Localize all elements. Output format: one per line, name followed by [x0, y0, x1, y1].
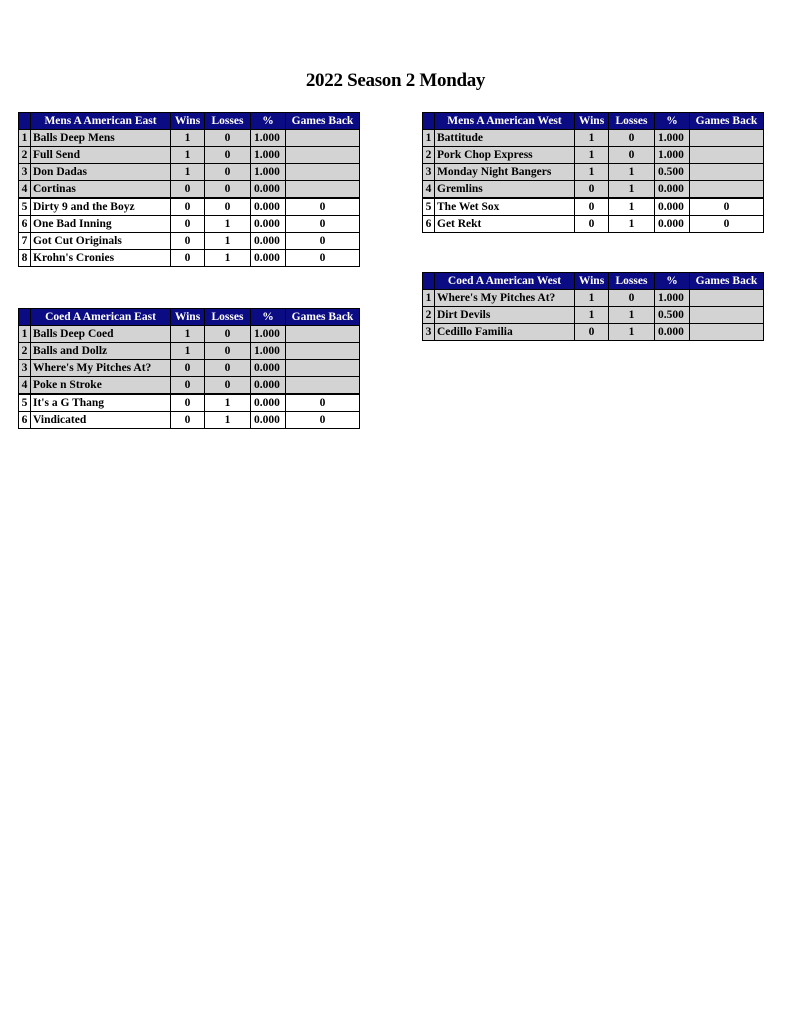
table-header-row [19, 309, 360, 326]
team-cell: Balls Deep Coed [31, 326, 171, 343]
losses-column-header: Losses [609, 113, 655, 130]
games-back-cell [690, 181, 764, 199]
games-back-cell: 0 [286, 250, 360, 267]
rank-cell: 3 [19, 164, 31, 181]
pct-cell: 0.000 [251, 233, 286, 250]
table-row [19, 164, 360, 181]
losses-cell: 0 [205, 326, 251, 343]
losses-cell: 0 [205, 377, 251, 395]
team-cell: Dirty 9 and the Boyz [31, 198, 171, 216]
games-back-cell [690, 324, 764, 341]
pct-column-header: % [655, 113, 690, 130]
losses-cell: 1 [609, 181, 655, 199]
rank-cell: 6 [19, 216, 31, 233]
wins-cell: 1 [575, 130, 609, 147]
team-cell: Gremlins [435, 181, 575, 199]
pct-cell: 0.000 [251, 250, 286, 267]
pct-column-header: % [251, 113, 286, 130]
team-cell: Don Dadas [31, 164, 171, 181]
division-title: Mens A American East [31, 113, 171, 130]
rank-cell: 4 [423, 181, 435, 199]
losses-cell: 0 [205, 181, 251, 199]
games-back-cell [690, 130, 764, 147]
team-cell: Where's My Pitches At? [435, 290, 575, 307]
table-row [19, 326, 360, 343]
rank-cell: 3 [423, 164, 435, 181]
team-cell: Full Send [31, 147, 171, 164]
team-cell: Poke n Stroke [31, 377, 171, 395]
table-row [19, 343, 360, 360]
wins-cell: 1 [575, 147, 609, 164]
losses-column-header: Losses [205, 309, 251, 326]
pct-cell: 0.000 [251, 360, 286, 377]
team-cell: Vindicated [31, 412, 171, 429]
rank-cell: 2 [423, 147, 435, 164]
losses-cell: 1 [205, 216, 251, 233]
page-title: 2022 Season 2 Monday [305, 70, 486, 91]
games-back-cell: 0 [690, 198, 764, 216]
losses-cell: 1 [205, 250, 251, 267]
wins-cell: 0 [171, 233, 205, 250]
games-back-cell: 0 [286, 198, 360, 216]
coed-east-standings-table [18, 308, 360, 429]
rank-cell: 4 [19, 377, 31, 395]
table-row [423, 216, 764, 233]
wins-cell: 0 [171, 216, 205, 233]
wins-cell: 0 [171, 394, 205, 412]
rank-column-header [423, 113, 435, 130]
rank-cell: 1 [423, 290, 435, 307]
pct-cell: 0.000 [655, 216, 690, 233]
division-title: Mens A American West [435, 113, 575, 130]
team-cell: The Wet Sox [435, 198, 575, 216]
coed-west-standings-table [422, 272, 764, 341]
rank-column-header [19, 113, 31, 130]
team-cell: It's a G Thang [31, 394, 171, 412]
games-back-cell [286, 377, 360, 395]
mens-east-standings-table [18, 112, 360, 267]
games-back-column-header: Games Back [286, 309, 360, 326]
games-back-cell: 0 [286, 412, 360, 429]
games-back-cell [690, 147, 764, 164]
pct-cell: 1.000 [251, 164, 286, 181]
table-row [19, 216, 360, 233]
rank-cell: 3 [423, 324, 435, 341]
pct-cell: 0.000 [655, 324, 690, 341]
table-header-row [423, 113, 764, 130]
wins-cell: 1 [575, 164, 609, 181]
games-back-cell [286, 326, 360, 343]
team-cell: Cedillo Familia [435, 324, 575, 341]
team-cell: Cortinas [31, 181, 171, 199]
pct-cell: 1.000 [251, 147, 286, 164]
wins-column-header: Wins [575, 113, 609, 130]
rank-cell: 2 [19, 343, 31, 360]
losses-cell: 1 [609, 324, 655, 341]
wins-cell: 1 [171, 130, 205, 147]
rank-cell: 5 [19, 198, 31, 216]
wins-cell: 1 [171, 147, 205, 164]
pct-cell: 0.000 [251, 181, 286, 199]
rank-cell: 6 [19, 412, 31, 429]
table-row [19, 147, 360, 164]
rank-cell: 5 [19, 394, 31, 412]
table-row [19, 412, 360, 429]
rank-cell: 2 [423, 307, 435, 324]
rank-column-header [423, 273, 435, 290]
wins-cell: 1 [171, 326, 205, 343]
wins-cell: 1 [575, 290, 609, 307]
team-cell: Battitude [435, 130, 575, 147]
losses-cell: 0 [205, 343, 251, 360]
games-back-cell [286, 147, 360, 164]
pct-cell: 1.000 [251, 326, 286, 343]
games-back-cell [690, 307, 764, 324]
team-cell: Dirt Devils [435, 307, 575, 324]
table-row [19, 198, 360, 216]
wins-cell: 1 [171, 343, 205, 360]
table-row [423, 198, 764, 216]
wins-column-header: Wins [171, 113, 205, 130]
pct-cell: 1.000 [251, 343, 286, 360]
pct-cell: 0.000 [251, 412, 286, 429]
rank-cell: 6 [423, 216, 435, 233]
wins-cell: 1 [575, 307, 609, 324]
rank-column-header [19, 309, 31, 326]
pct-column-header: % [251, 309, 286, 326]
losses-cell: 0 [205, 130, 251, 147]
wins-cell: 0 [171, 377, 205, 395]
losses-column-header: Losses [205, 113, 251, 130]
table-row [19, 181, 360, 199]
games-back-cell [690, 290, 764, 307]
table-row [423, 147, 764, 164]
table-row [19, 394, 360, 412]
pct-column-header: % [655, 273, 690, 290]
wins-cell: 0 [575, 324, 609, 341]
rank-cell: 3 [19, 360, 31, 377]
losses-cell: 0 [609, 147, 655, 164]
pct-cell: 0.000 [655, 198, 690, 216]
games-back-cell: 0 [286, 233, 360, 250]
games-back-cell: 0 [286, 216, 360, 233]
games-back-cell: 0 [286, 394, 360, 412]
games-back-column-header: Games Back [286, 113, 360, 130]
team-cell: Get Rekt [435, 216, 575, 233]
losses-cell: 1 [205, 233, 251, 250]
games-back-cell [286, 360, 360, 377]
table-row [423, 324, 764, 341]
table-row [423, 181, 764, 199]
table-row [19, 377, 360, 395]
pct-cell: 0.500 [655, 307, 690, 324]
losses-cell: 0 [205, 164, 251, 181]
rank-cell: 1 [19, 326, 31, 343]
wins-cell: 0 [171, 412, 205, 429]
table-header-row [423, 273, 764, 290]
pct-cell: 1.000 [655, 147, 690, 164]
losses-cell: 1 [205, 412, 251, 429]
rank-cell: 4 [19, 181, 31, 199]
losses-cell: 1 [609, 216, 655, 233]
pct-cell: 0.000 [251, 377, 286, 395]
rank-cell: 1 [19, 130, 31, 147]
division-title: Coed A American West [435, 273, 575, 290]
wins-cell: 0 [575, 216, 609, 233]
table-row [19, 360, 360, 377]
table-row [19, 130, 360, 147]
table-row [423, 130, 764, 147]
wins-column-header: Wins [171, 309, 205, 326]
team-cell: One Bad Inning [31, 216, 171, 233]
games-back-column-header: Games Back [690, 113, 764, 130]
pct-cell: 0.000 [251, 216, 286, 233]
pct-cell: 0.500 [655, 164, 690, 181]
rank-cell: 5 [423, 198, 435, 216]
games-back-cell [286, 130, 360, 147]
games-back-cell [286, 181, 360, 199]
wins-cell: 0 [575, 181, 609, 199]
losses-cell: 0 [205, 198, 251, 216]
losses-cell: 0 [205, 360, 251, 377]
games-back-cell: 0 [690, 216, 764, 233]
team-cell: Krohn's Cronies [31, 250, 171, 267]
games-back-column-header: Games Back [690, 273, 764, 290]
table-row [19, 233, 360, 250]
mens-west-standings-table [422, 112, 764, 233]
team-cell: Pork Chop Express [435, 147, 575, 164]
losses-cell: 0 [609, 130, 655, 147]
wins-column-header: Wins [575, 273, 609, 290]
wins-cell: 1 [171, 164, 205, 181]
table-row [423, 290, 764, 307]
losses-cell: 1 [205, 394, 251, 412]
losses-cell: 0 [609, 290, 655, 307]
table-header-row [19, 113, 360, 130]
wins-cell: 0 [171, 360, 205, 377]
wins-cell: 0 [171, 181, 205, 199]
team-cell: Balls Deep Mens [31, 130, 171, 147]
wins-cell: 0 [171, 198, 205, 216]
table-row [423, 164, 764, 181]
losses-cell: 1 [609, 307, 655, 324]
games-back-cell [690, 164, 764, 181]
team-cell: Where's My Pitches At? [31, 360, 171, 377]
pct-cell: 1.000 [655, 290, 690, 307]
table-row [19, 250, 360, 267]
pct-cell: 0.000 [251, 198, 286, 216]
pct-cell: 0.000 [655, 181, 690, 199]
rank-cell: 2 [19, 147, 31, 164]
losses-cell: 1 [609, 198, 655, 216]
losses-column-header: Losses [609, 273, 655, 290]
table-row [423, 307, 764, 324]
pct-cell: 1.000 [251, 130, 286, 147]
rank-cell: 1 [423, 130, 435, 147]
games-back-cell [286, 164, 360, 181]
wins-cell: 0 [575, 198, 609, 216]
division-title: Coed A American East [31, 309, 171, 326]
rank-cell: 8 [19, 250, 31, 267]
games-back-cell [286, 343, 360, 360]
team-cell: Monday Night Bangers [435, 164, 575, 181]
wins-cell: 0 [171, 250, 205, 267]
team-cell: Got Cut Originals [31, 233, 171, 250]
losses-cell: 0 [205, 147, 251, 164]
losses-cell: 1 [609, 164, 655, 181]
team-cell: Balls and Dollz [31, 343, 171, 360]
pct-cell: 0.000 [251, 394, 286, 412]
rank-cell: 7 [19, 233, 31, 250]
pct-cell: 1.000 [655, 130, 690, 147]
